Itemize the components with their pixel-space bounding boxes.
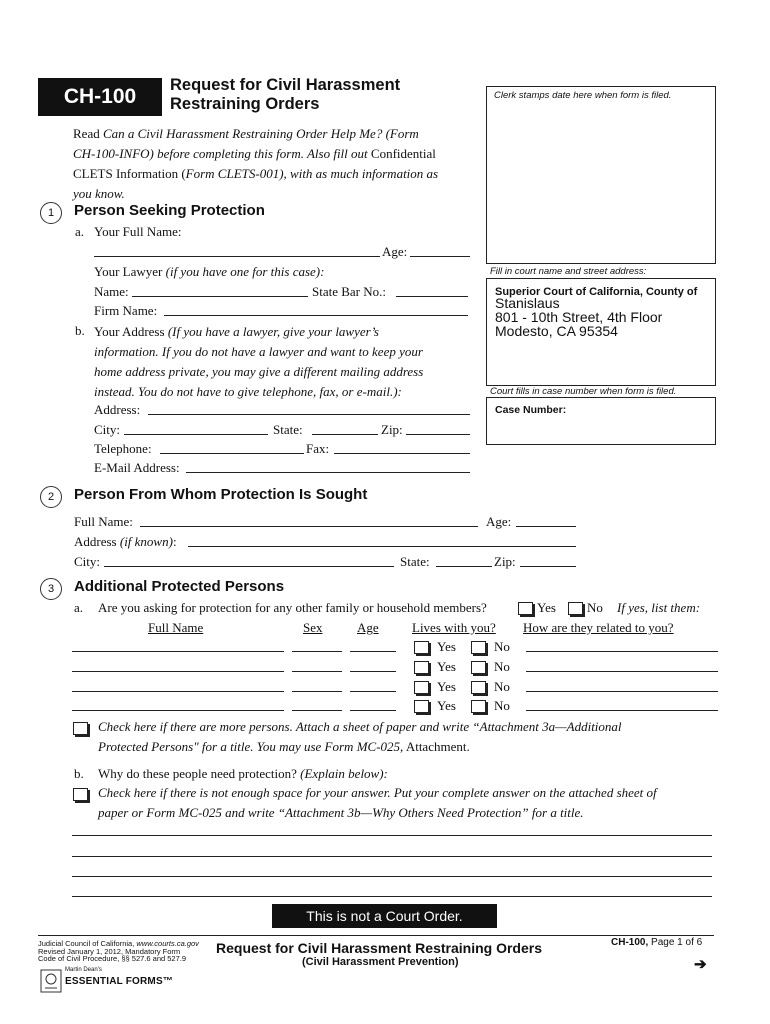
- logo-small-text: Martin Dean's: [65, 967, 102, 973]
- s3-explain-line3[interactable]: [72, 876, 712, 877]
- footer-legal: [38, 940, 199, 963]
- section3-number: 3: [40, 578, 62, 600]
- s3-row1-yes-checkbox[interactable]: [414, 641, 429, 654]
- s1-full-name-label: Your Full Name:: [94, 224, 182, 239]
- s1-firm-field[interactable]: [164, 315, 468, 316]
- not-court-order-banner: This is not a Court Order.: [272, 904, 497, 928]
- s3-more-persons-checkbox[interactable]: [73, 722, 88, 735]
- s3-space-line2: paper or Form MC-025 and write “Attachment 3b—Why Others Need Protection” for a title.: [98, 805, 584, 820]
- case-number-note: Court fills in case number when form is filed.: [490, 386, 677, 397]
- s3-col-related: How are they related to you?: [523, 620, 674, 635]
- s3-row3-no-checkbox[interactable]: [471, 681, 486, 694]
- s1-city-label: City:: [94, 422, 121, 437]
- s1-state-bar-label: State Bar No.:: [312, 284, 387, 299]
- essential-forms-logo: [40, 967, 200, 995]
- s2-zip-label: Zip:: [494, 554, 516, 569]
- s3-explain-line4[interactable]: [72, 896, 712, 897]
- form-title: [170, 76, 400, 114]
- s3-row3-related-field[interactable]: [526, 691, 718, 692]
- intro-l2a: CH-100-INFO) before completing this form. Also fill out: [73, 146, 371, 161]
- s1-lawyer-note: (if you have one for this case):: [165, 264, 325, 279]
- s1-age-label: Age:: [382, 244, 408, 259]
- court-street: 801 - 10th Street, 4th Floor: [495, 309, 663, 325]
- s2-state-field[interactable]: [436, 566, 492, 567]
- s3-row3-no-label: No: [494, 679, 510, 694]
- s3-row2-no-label: No: [494, 659, 510, 674]
- s1-state-bar-field[interactable]: [396, 296, 468, 297]
- s3-row1-sex-field[interactable]: [292, 651, 342, 652]
- s3-row1-age-field[interactable]: [350, 651, 396, 652]
- s3-row3-yes-checkbox[interactable]: [414, 681, 429, 694]
- intro-l3a: CLETS Information: [73, 166, 179, 181]
- s3-more-line1: Check here if there are more persons. Attach a sheet of paper and write “Attachment 3a—Additional: [98, 719, 622, 734]
- s3-why: [98, 766, 388, 782]
- s2-full-name-label: Full Name:: [74, 514, 133, 529]
- footer-title: Request for Civil Harassment Restraining Orders: [216, 940, 542, 956]
- section3-title: Additional Protected Persons: [74, 578, 285, 595]
- intro-text: [73, 124, 473, 204]
- court-address-box[interactable]: [486, 278, 716, 386]
- s3-explain-line2[interactable]: [72, 856, 712, 857]
- s3-b-label: b.: [74, 766, 84, 781]
- intro-l1a: Read: [73, 126, 103, 141]
- s2-zip-field[interactable]: [520, 566, 576, 567]
- s3-yes-label: Yes: [537, 600, 556, 615]
- s3-col-sex: Sex: [303, 620, 323, 635]
- s3-space-line1: Check here if there is not enough space for your answer. Put your complete answer on the attached sheet of: [98, 785, 657, 800]
- s3-row1-name-field[interactable]: [72, 651, 284, 652]
- form-code-badge: CH-100: [38, 78, 162, 116]
- s3-row1-related-field[interactable]: [526, 651, 718, 652]
- s1-address-intro: Your Address: [94, 324, 168, 339]
- s1-address-label: Address:: [94, 402, 141, 417]
- section1-number: 1: [40, 202, 62, 224]
- s3-row2-related-field[interactable]: [526, 671, 718, 672]
- s3-more-line2a: Protected Persons" for a title. You may use Form MC-025,: [98, 739, 404, 754]
- s1-state-label: State:: [273, 422, 303, 437]
- s3-col-lives: Lives with you?: [412, 620, 496, 635]
- s2-address-label: [74, 534, 177, 550]
- s1-lawyer-text: Your Lawyer: [94, 264, 166, 279]
- s3-row4-sex-field[interactable]: [292, 710, 342, 711]
- s1-lawyer-name-field[interactable]: [132, 296, 308, 297]
- s2-city-label: City:: [74, 554, 101, 569]
- footer-council-url: www.courts.ca.gov: [136, 939, 199, 948]
- s3-row2-name-field[interactable]: [72, 671, 284, 672]
- s3-row2-no-checkbox[interactable]: [471, 661, 486, 674]
- court-name: Superior Court of California, County of: [495, 286, 698, 298]
- s1-address-instructions: [94, 322, 423, 402]
- clerk-stamp-box: [486, 86, 716, 264]
- s3-row1-no-checkbox[interactable]: [471, 641, 486, 654]
- s3-more-line2: [98, 739, 470, 755]
- seal-icon: [40, 969, 62, 993]
- s3-row4-yes-label: Yes: [437, 698, 456, 713]
- s1-lawyer-label: [94, 264, 324, 280]
- s3-row3-name-field[interactable]: [72, 691, 284, 692]
- s2-address-field[interactable]: [188, 546, 576, 547]
- footer-council: Judicial Council of California,: [38, 939, 137, 948]
- s2-age-field[interactable]: [516, 526, 576, 527]
- s1-telephone-field[interactable]: [160, 453, 304, 454]
- s3-col-age: Age: [357, 620, 379, 635]
- s1-full-name-field[interactable]: [94, 256, 380, 257]
- case-number-label: Case Number:: [495, 404, 567, 416]
- s1-address-note3: home address private, you may give a different mailing address: [94, 364, 424, 379]
- s3-why-text: Why do these people need protection?: [98, 766, 301, 781]
- s1-address-field[interactable]: [148, 414, 470, 415]
- s2-age-label: Age:: [486, 514, 512, 529]
- court-city: Modesto, CA 95354: [495, 323, 618, 339]
- s3-a-label: a.: [74, 600, 84, 615]
- footer-page-number: Page 1 of 6: [648, 937, 703, 948]
- court-label: Fill in court name and street address:: [490, 266, 647, 277]
- s2-full-name-field[interactable]: [140, 526, 478, 527]
- s1-address-note1: (If you have a lawyer, give your lawyer’s: [167, 324, 379, 339]
- s2-address-text: Address: [74, 534, 120, 549]
- s3-row3-sex-field[interactable]: [292, 691, 342, 692]
- s1-telephone-label: Telephone:: [94, 441, 152, 456]
- s1-a-label: a.: [75, 224, 85, 239]
- s3-row2-yes-label: Yes: [437, 659, 456, 674]
- footer-page: [611, 937, 702, 948]
- s2-address-colon: :: [172, 534, 177, 549]
- footer-rule: [38, 935, 714, 936]
- s3-row4-related-field[interactable]: [526, 710, 718, 711]
- s3-row3-yes-label: Yes: [437, 679, 456, 694]
- s1-b-label: b.: [75, 323, 85, 338]
- section2-title: Person From Whom Protection Is Sought: [74, 486, 368, 503]
- intro-l2b: Confidential: [370, 146, 436, 161]
- s2-state-label: State:: [400, 554, 430, 569]
- s1-email-label: E-Mail Address:: [94, 460, 180, 475]
- s1-age-field[interactable]: [410, 256, 470, 257]
- s1-firm-label: Firm Name:: [94, 303, 158, 318]
- section1-title: Person Seeking Protection: [74, 202, 265, 219]
- footer-revised: Revised January 1, 2012, Mandatory Form: [38, 946, 181, 956]
- form-title-line2: Restraining Orders: [170, 95, 320, 113]
- form-title-line1: Request for Civil Harassment: [170, 76, 401, 94]
- s3-row1-no-label: No: [494, 639, 510, 654]
- s3-row4-no-checkbox[interactable]: [471, 700, 486, 713]
- intro-l3b: (: [178, 166, 186, 181]
- s3-row4-name-field[interactable]: [72, 710, 284, 711]
- s2-address-note: (if known): [119, 534, 173, 549]
- s3-why-note: (Explain below):: [300, 766, 388, 781]
- intro-l1b: Can a Civil Harassment Restraining Order Help Me? (Form: [102, 126, 419, 141]
- next-page-arrow-icon: ➔: [694, 956, 707, 973]
- s1-fax-label: Fax:: [306, 441, 330, 456]
- s3-row3-age-field[interactable]: [350, 691, 396, 692]
- s1-city-field[interactable]: [124, 434, 268, 435]
- logo-big-text: ESSENTIAL FORMS™: [65, 976, 174, 987]
- s3-col-name: Full Name: [148, 620, 204, 635]
- s1-fax-field[interactable]: [334, 453, 470, 454]
- s3-row1-yes-label: Yes: [437, 639, 456, 654]
- s3-row2-yes-checkbox[interactable]: [414, 661, 429, 674]
- intro-l3c: Form CLETS-001), with as much information as: [185, 166, 439, 181]
- s1-email-field[interactable]: [186, 472, 470, 473]
- s3-no-label: No: [587, 600, 603, 615]
- s2-city-field[interactable]: [104, 566, 394, 567]
- s3-row4-age-field[interactable]: [350, 710, 396, 711]
- s1-zip-label: Zip:: [381, 422, 403, 437]
- footer-subtitle: (Civil Harassment Prevention): [302, 956, 459, 968]
- s3-no-checkbox[interactable]: [568, 602, 583, 615]
- s3-row4-yes-checkbox[interactable]: [414, 700, 429, 713]
- s3-if-yes: If yes, list them:: [617, 600, 701, 615]
- s1-address-note2: information. If you do not have a lawyer and want to keep your: [94, 344, 423, 359]
- s3-question: Are you asking for protection for any other family or household members?: [98, 600, 487, 615]
- s3-row2-age-field[interactable]: [350, 671, 396, 672]
- s3-more-space-checkbox[interactable]: [73, 788, 88, 801]
- footer-form-code: CH-100,: [611, 937, 649, 948]
- court-county: Stanislaus: [495, 295, 560, 311]
- s3-yes-checkbox[interactable]: [518, 602, 533, 615]
- s3-row4-no-label: No: [494, 698, 510, 713]
- s1-address-note4: instead. You do not have to give telephone, fax, or e-mail.):: [94, 384, 402, 399]
- clerk-stamp-label: Clerk stamps date here when form is filed.: [494, 90, 672, 101]
- s3-row2-sex-field[interactable]: [292, 671, 342, 672]
- s1-lawyer-name-label: Name:: [94, 284, 129, 299]
- s1-state-field[interactable]: [312, 434, 378, 435]
- section2-number: 2: [40, 486, 62, 508]
- s3-more-line2b: Attachment.: [403, 739, 470, 754]
- s3-explain-line1[interactable]: [72, 835, 712, 836]
- case-number-box[interactable]: [486, 397, 716, 445]
- footer-code: Code of Civil Procedure, §§ 527.6 and 527.9: [38, 954, 187, 963]
- s1-zip-field[interactable]: [406, 434, 470, 435]
- intro-l4: you know.: [73, 186, 125, 201]
